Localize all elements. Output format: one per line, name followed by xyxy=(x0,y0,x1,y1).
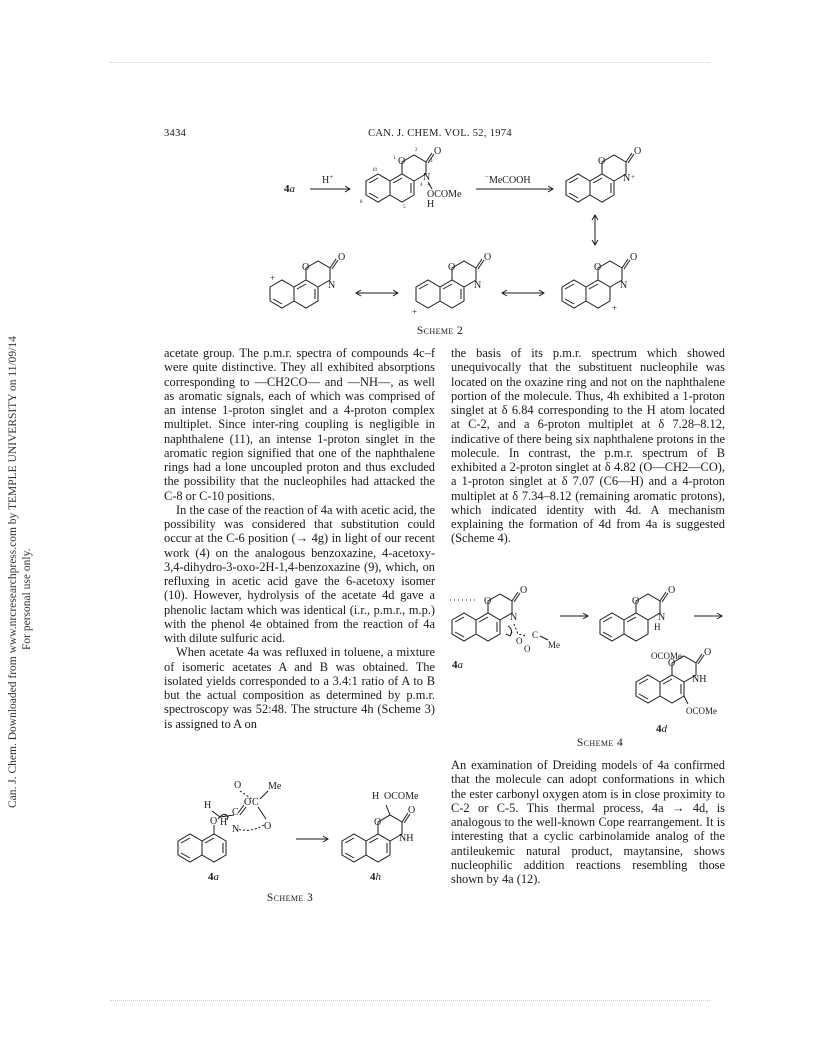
svg-text:+: + xyxy=(270,273,276,283)
svg-text:O: O xyxy=(210,816,218,827)
left-paragraph-3: When acetate 4a was refluxed in toluene, a mixture of isomeric acetates A and B was obtained. The isolated yields corresponded to a 3.4:1 ratio of A to B but the actual composition as determined by p.m.r. spectroscopy was 52:48. The structure 4h (Scheme 3) is assigned to A on xyxy=(164,645,435,731)
svg-text:O: O xyxy=(448,262,456,273)
download-notice xyxy=(2,230,36,810)
svg-text:N: N xyxy=(510,612,518,623)
svg-text:N: N xyxy=(474,280,482,291)
svg-text:+: + xyxy=(612,303,618,313)
svg-text:O: O xyxy=(520,585,528,596)
scheme-3-figure xyxy=(170,775,440,890)
svg-text:OCOMe: OCOMe xyxy=(427,189,462,200)
svg-text:C: C xyxy=(232,807,239,818)
svg-text:NH: NH xyxy=(692,674,707,685)
scan-artifact-top xyxy=(110,62,710,63)
download-notice-line2: For personal use only. xyxy=(21,548,33,650)
svg-text:O: O xyxy=(234,780,242,791)
svg-text:N: N xyxy=(232,824,240,835)
svg-text:NH: NH xyxy=(399,833,414,844)
svg-text:O: O xyxy=(524,644,531,654)
svg-text:N: N xyxy=(623,173,631,184)
svg-text:O: O xyxy=(244,797,252,808)
journal-citation: CAN. J. CHEM. VOL. 52, 1974 xyxy=(368,128,512,139)
structure-resonance-c10 xyxy=(270,252,345,308)
svg-text:O: O xyxy=(632,596,640,607)
left-paragraph-2: In the case of the reaction of 4a with acetic acid, the possibility was considered that substitution could occur at the C-6 position (→ 4g) in light of our recent work (4) on the analogous benzoxazine, 4-acetoxy-3,4-dihydro-3-oxo-2H-1,4-benzoxazine (9), which, on refluxing in acetic acid gave the 6-acetoxy isomer (10). However, hydrolysis of the acetate 4d gave a phenolic lactam which was identical (i.r., p.m.r., m.p.) with the phenol 4e obtained from the reaction of 4a with dilute sulfuric acid. xyxy=(164,502,435,645)
scheme-2-figure xyxy=(270,145,670,315)
scheme-4-figure xyxy=(448,580,728,740)
svg-text:8: 8 xyxy=(360,200,363,205)
scheme2-reagent: H+ xyxy=(322,173,334,186)
svg-text:+: + xyxy=(427,181,431,189)
svg-text:2: 2 xyxy=(415,148,418,153)
scheme4-structure-intermediate xyxy=(600,585,682,661)
svg-text:N: N xyxy=(328,280,336,291)
svg-text:O: O xyxy=(704,647,712,658)
scheme3-label-4h: 4h xyxy=(370,871,381,883)
scheme-3-caption: Scheme 3 xyxy=(266,892,314,904)
structure-resonance-c8 xyxy=(412,252,491,317)
structure-n-acetoxy-protonated xyxy=(360,146,462,210)
scheme3-structure-4h xyxy=(342,791,419,862)
svg-text:10: 10 xyxy=(372,168,377,173)
svg-text:O: O xyxy=(408,805,416,816)
left-column xyxy=(164,346,435,731)
scheme-4-caption: Scheme 4 xyxy=(576,737,624,749)
svg-text:C: C xyxy=(252,797,259,808)
page-number: 3434 xyxy=(164,128,187,139)
svg-text:O: O xyxy=(434,146,442,157)
svg-text:+: + xyxy=(631,173,635,181)
scheme4-label-4a: 4a xyxy=(452,659,463,671)
svg-text:O: O xyxy=(630,252,638,263)
scheme4-label-4d: 4d xyxy=(656,723,667,735)
svg-text:O: O xyxy=(398,156,406,167)
svg-text:O: O xyxy=(484,596,492,607)
right-column-bottom xyxy=(451,758,725,886)
svg-text:O: O xyxy=(598,156,606,167)
svg-text:H: H xyxy=(372,791,380,802)
svg-text:H: H xyxy=(204,800,212,811)
svg-text:O: O xyxy=(668,585,676,596)
svg-text:4: 4 xyxy=(420,183,423,188)
svg-text:O: O xyxy=(484,252,492,263)
svg-text:OCOMe: OCOMe xyxy=(651,651,682,661)
structure-nitrenium-ion xyxy=(566,146,641,202)
svg-text:H: H xyxy=(654,622,661,632)
svg-text:Me: Me xyxy=(268,781,282,792)
scheme2-side-product: −MeCOOH xyxy=(485,173,531,186)
svg-text:N: N xyxy=(620,280,628,291)
scheme-2-caption: Scheme 2 xyxy=(416,325,464,337)
svg-text:N: N xyxy=(658,612,666,623)
svg-text:5: 5 xyxy=(403,205,406,210)
scheme4-structure-4a xyxy=(450,585,560,654)
svg-text:+: + xyxy=(412,307,418,317)
structure-resonance-c5 xyxy=(562,252,637,313)
scan-artifact-bottom xyxy=(110,1000,710,1001)
svg-text:O: O xyxy=(516,636,523,646)
right-paragraph-1: the basis of its p.m.r. spectrum which showed unequivocally that the substituent nucleophile was located on the oxazine ring and not on the naphthalene portion of the molecule. Thus, 4h exhibited a 1-proton singlet at δ 6.84 corresponding to the H atom located at C-2, and a 6-proton multiplet at δ 7.28–8.12, indicative of there being six naphthalene protons in the molecule. In contrast, the p.m.r. spectrum of B exhibited a 2-proton singlet at δ 4.82 (O—CH2—CO), a 1-proton singlet at δ 7.07 (C6—H) and a 4-proton multiplet at δ 7.34–8.12 (remaining aromatic protons), which indicated identity with 4d. A mechanism explaining the formation of 4d from 4a is suggested (Scheme 4). xyxy=(451,346,725,546)
svg-text:OCOMe: OCOMe xyxy=(686,706,717,716)
svg-text:O: O xyxy=(374,817,382,828)
svg-text:3: 3 xyxy=(430,159,433,164)
svg-text:H: H xyxy=(427,199,435,210)
svg-text:O: O xyxy=(634,146,642,157)
svg-text:1: 1 xyxy=(393,156,396,161)
svg-text:O: O xyxy=(338,252,346,263)
right-column-top xyxy=(451,346,725,546)
svg-text:C: C xyxy=(532,630,539,640)
svg-text:OCOMe: OCOMe xyxy=(384,791,419,802)
svg-text:O: O xyxy=(668,658,676,669)
download-notice-line1: Can. J. Chem. Downloaded from www.nrcresearchpress.com by TEMPLE UNIVERSITY on 11/09/14 xyxy=(7,336,19,808)
left-paragraph-1: acetate group. The p.m.r. spectra of compounds 4c–f were quite distinctive. They all exhibited absorptions corresponding to —CH2CO— and —NH—, as well as aromatic signals, each of which was comprised of an intense 1-proton singlet and a 4-proton complex multiplet. Since inter-ring coupling is negligible in naphthalene (11), an intense 1-proton singlet in the aromatic region signified that one of the naphthalene rings had a lone uncoupled proton and thus excluded the possibility that the nucleophiles had attacked the C-8 or C-10 positions. xyxy=(164,346,435,503)
svg-text:44aa: 4a xyxy=(284,183,295,195)
svg-text:Me: Me xyxy=(548,640,560,650)
svg-text:O: O xyxy=(594,262,602,273)
scheme3-label-4a: 4a xyxy=(208,871,219,883)
svg-text:O: O xyxy=(302,262,310,273)
svg-text:H: H xyxy=(220,817,228,828)
svg-text:N: N xyxy=(423,172,431,183)
right-paragraph-2: An examination of Dreiding models of 4a confirmed that the molecule can adopt conformations in which the ester carbonyl oxygen atom is in close proximity to C-2 or C-5. This thermal process, 4a → 4d, is analogous to the well-known Cope rearrangement. It is interesting that a cyclic carbinolamide analog of the antileukemic natural product, maytansine, shows nucleophilic addition reactions resembling those shown by 4a (12). xyxy=(451,758,725,886)
scheme3-structure-4a xyxy=(178,780,282,862)
svg-text:O: O xyxy=(264,821,272,832)
